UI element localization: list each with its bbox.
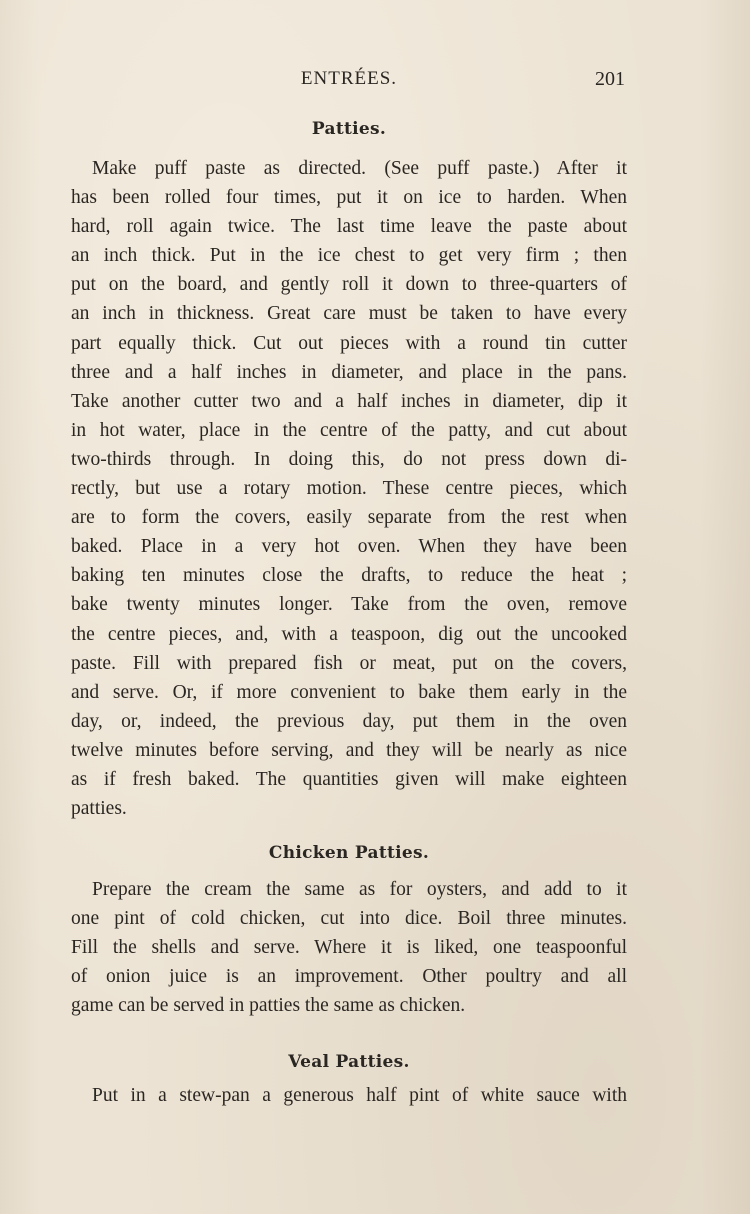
text-line: baked. Place in a very hot oven. When they have been (71, 536, 627, 558)
text-line: baking ten minutes close the drafts, to reduce the heat ; (71, 565, 627, 587)
page-number: 201 (595, 68, 625, 90)
text-line: an inch thick. Put in the ice chest to get very firm ; then (71, 245, 627, 267)
text-line: one pint of cold chicken, cut into dice. Boil three minutes. (71, 908, 627, 930)
text-line: the centre pieces, and, with a teaspoon, dig out the uncooked (71, 623, 627, 645)
paragraph-patties (71, 154, 627, 823)
text-line: day, or, indeed, the previous day, put them in the oven (71, 710, 627, 732)
chapter-running-title: ENTRÉES. (300, 68, 398, 89)
text-line: patties. (71, 798, 127, 820)
paragraph-chicken-patties (71, 875, 627, 1020)
section-title-chicken-patties: Chicken Patties. (268, 843, 430, 863)
text-line: paste. Fill with prepared fish or meat, put on the covers, (71, 652, 627, 674)
text-line: of onion juice is an improvement. Other poultry and all (71, 966, 627, 988)
text-line: and serve. Or, if more convenient to bake them early in the (71, 681, 627, 703)
section-title-patties: Patties. (311, 119, 387, 139)
paragraph-veal-patties (71, 1081, 627, 1110)
text-line: as if fresh baked. The quantities given will make eighteen (71, 768, 627, 790)
text-line: Take another cutter two and a half inches in diameter, dip it (71, 390, 627, 412)
text-line: Fill the shells and serve. Where it is liked, one teaspoonful (71, 937, 627, 959)
text-line: game can be served in patties the same as chicken. (71, 995, 466, 1017)
text-line: part equally thick. Cut out pieces with a round tin cutter (71, 332, 627, 354)
text-line: Prepare the cream the same as for oysters, and add to it (92, 879, 627, 900)
text-line: Put in a stew-pan a generous half pint of white sauce with (92, 1085, 627, 1106)
text-line: two-thirds through. In doing this, do not press down di- (71, 448, 627, 470)
text-line: hard, roll again twice. The last time leave the paste about (71, 216, 627, 238)
running-head (71, 64, 627, 94)
text-line: three and a half inches in diameter, and place in the pans. (71, 361, 627, 383)
text-line: in hot water, place in the centre of the patty, and cut about (71, 419, 627, 441)
text-line: bake twenty minutes longer. Take from the oven, remove (71, 594, 627, 616)
text-line: put on the board, and gently roll it down to three-quarters of (71, 274, 627, 296)
text-line: rectly, but use a rotary motion. These centre pieces, which (71, 478, 627, 500)
text-line: an inch in thickness. Great care must be taken to have every (71, 303, 627, 325)
text-line: are to form the covers, easily separate from the rest when (71, 507, 627, 529)
section-title-veal-patties: Veal Patties. (288, 1052, 410, 1072)
text-line: twelve minutes before serving, and they will be nearly as nice (71, 739, 627, 761)
text-line: has been rolled four times, put it on ice to harden. When (71, 187, 627, 209)
text-line: Make puff paste as directed. (See puff paste.) After it (92, 158, 627, 179)
